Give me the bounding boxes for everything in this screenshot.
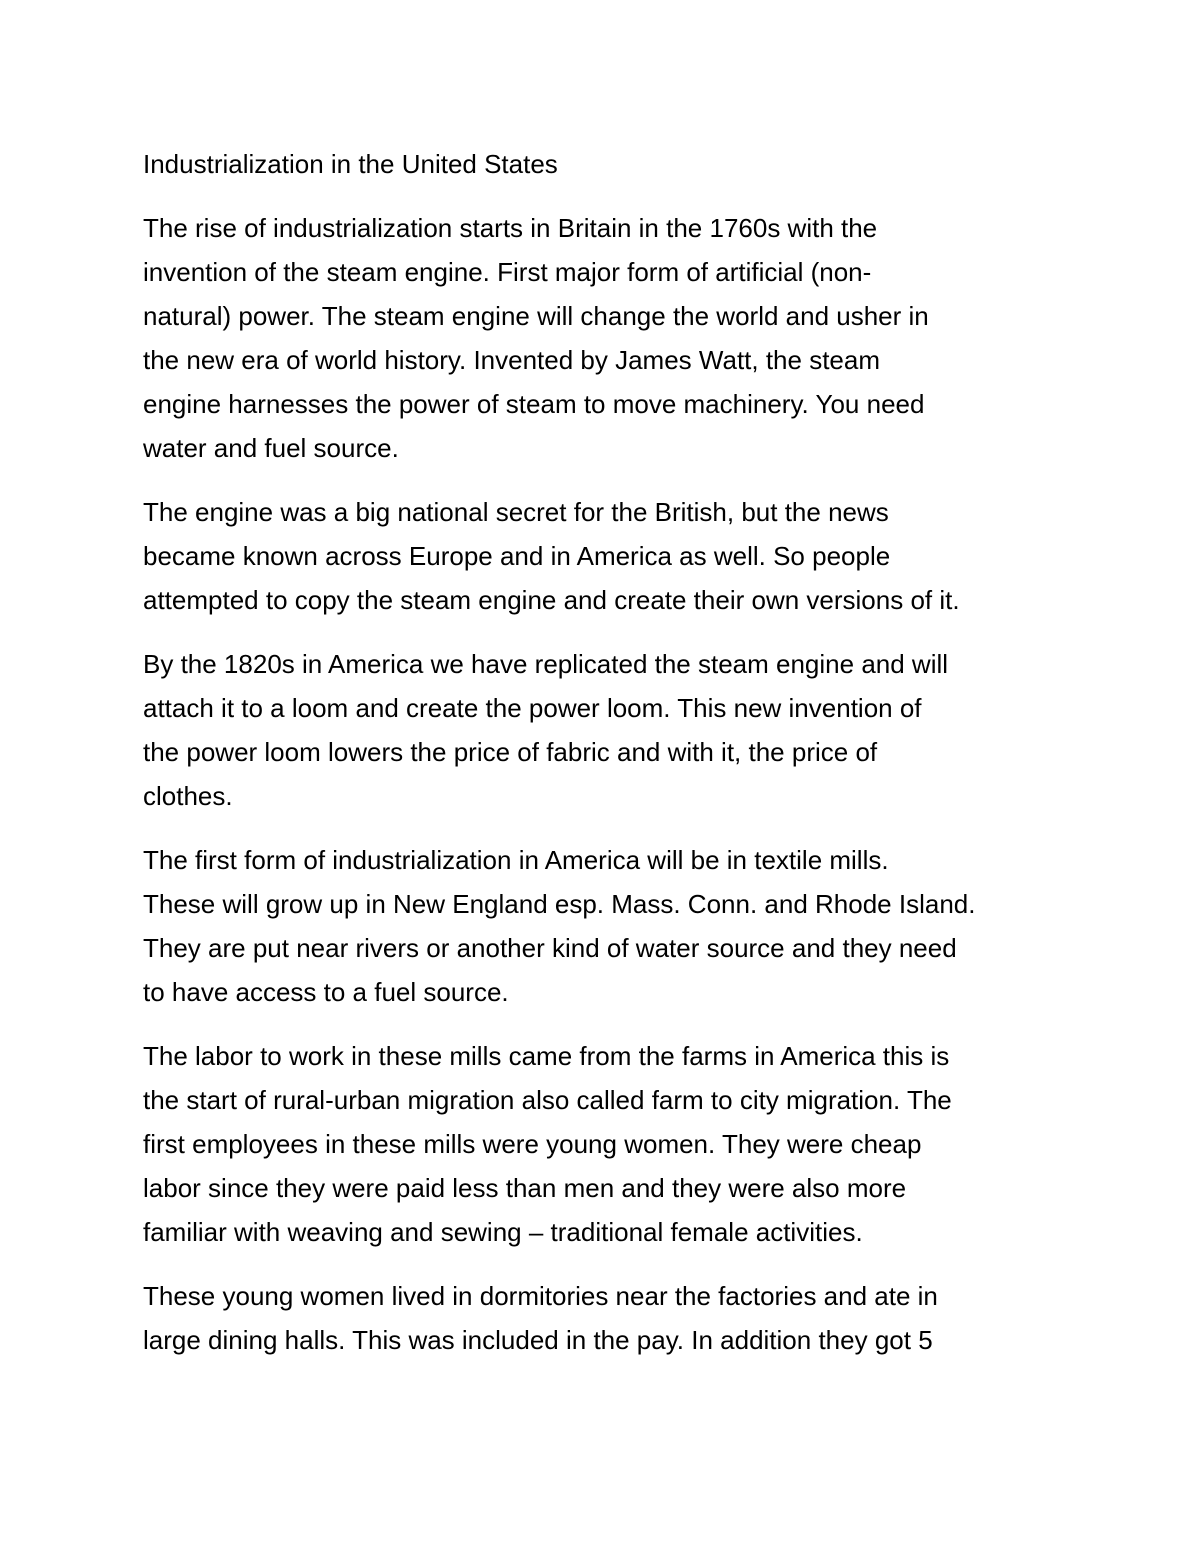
paragraph-power-loom: [143, 642, 1063, 818]
text-line: attempted to copy the steam engine and create their own versions of it.: [143, 585, 960, 615]
text-line: The rise of industrialization starts in Britain in the 1760s with the: [143, 213, 878, 243]
text-line: to have access to a fuel source.: [143, 977, 509, 1007]
text-line: labor since they were paid less than men and they were also more: [143, 1173, 907, 1203]
paragraph-national-secret: [143, 490, 1063, 622]
paragraph-steam-engine: [143, 206, 1063, 470]
text-line: The labor to work in these mills came from the farms in America this is: [143, 1041, 950, 1071]
text-line: first employees in these mills were young women. They were cheap: [143, 1129, 922, 1159]
text-line: the power loom lowers the price of fabric and with it, the price of: [143, 737, 878, 767]
text-line: natural) power. The steam engine will change the world and usher in: [143, 301, 929, 331]
text-line: The engine was a big national secret for the British, but the news: [143, 497, 889, 527]
paragraph-textile-mills: [143, 838, 1063, 1014]
text-line: The first form of industrialization in America will be in textile mills.: [143, 845, 889, 875]
text-line: the start of rural-urban migration also called farm to city migration. The: [143, 1085, 952, 1115]
paragraph-labor: [143, 1034, 1063, 1254]
text-line: These will grow up in New England esp. Mass. Conn. and Rhode Island.: [143, 889, 976, 919]
text-line: clothes.: [143, 781, 233, 811]
text-line: large dining halls. This was included in the pay. In addition they got 5: [143, 1325, 933, 1355]
text-line: attach it to a loom and create the power loom. This new invention of: [143, 693, 922, 723]
text-line: the new era of world history. Invented by James Watt, the steam: [143, 345, 881, 375]
document-title: Industrialization in the United States: [143, 149, 558, 179]
text-line: By the 1820s in America we have replicated the steam engine and will: [143, 649, 949, 679]
document-body: [143, 142, 1063, 1382]
text-line: familiar with weaving and sewing – traditional female activities.: [143, 1217, 863, 1247]
text-line: engine harnesses the power of steam to move machinery. You need: [143, 389, 925, 419]
paragraph-dormitories: [143, 1274, 1063, 1362]
text-line: water and fuel source.: [143, 433, 399, 463]
text-line: invention of the steam engine. First major form of artificial (non-: [143, 257, 872, 287]
text-line: These young women lived in dormitories near the factories and ate in: [143, 1281, 938, 1311]
text-line: became known across Europe and in America as well. So people: [143, 541, 891, 571]
text-line: They are put near rivers or another kind of water source and they need: [143, 933, 957, 963]
